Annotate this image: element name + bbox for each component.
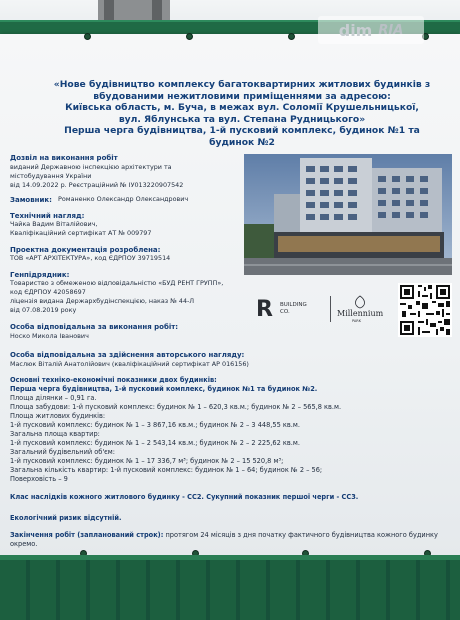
supervision-label: Технічний нагляд: [10, 212, 85, 220]
title-line: вбудованими нежитловими приміщеннями за адресою: [93, 90, 391, 102]
banner-grommet [186, 33, 193, 40]
indicator-line: Поверховість – 9 [10, 475, 68, 483]
completion-value: протягом 24 місяців з дня початку фактичного будівництва кожного будинку окремо. [10, 531, 438, 548]
works-responsible-label: Особа відповідальна за виконання робіт: [10, 323, 179, 331]
watermark-suffix: RIA [378, 22, 404, 38]
contractor-line: код ЄДРПОУ 42058697 [10, 288, 86, 296]
works-responsible-value: Носко Микола Іванович [10, 332, 89, 340]
logo-illustration [254, 292, 384, 324]
author-supervision-label: Особа відповідальна за здійснення авторського нагляду: [10, 351, 245, 359]
title-line: «Нове будівництво комплексу багатоквартирних житлових будинків з [53, 79, 431, 90]
permit-label: Дозвіл на виконання робіт [10, 154, 118, 162]
developer-logos [254, 292, 384, 324]
building-rendering-illustration [244, 154, 452, 275]
supervision-line: Чайка Вадим Віталійович, [10, 220, 98, 228]
completion-term [10, 531, 450, 549]
title-line: вул. Яблунська та вул. Степана Рудницького» [118, 113, 366, 125]
supervision-details [10, 220, 240, 238]
project-title [42, 79, 442, 149]
contractor-details [10, 279, 240, 315]
building-rendering-photo [244, 154, 452, 275]
indicator-line: 1-й пусковий комплекс: будинок № 1 – 2 543,14 кв.м.; будинок № 2 – 2 225,62 кв.м. [10, 439, 300, 447]
indicator-line: 1-й пусковий комплекс: будинок № 1 – 17 336,7 м³; будинок № 2 – 15 520,8 м³; [10, 457, 284, 465]
contractor-line: ліцензія видана Держархбудінспекцією, наказ № 44-Л [10, 297, 195, 305]
title-line: Перша черга будівництва, 1-й пусковий комплекс, будинок №1 та будинок №2 [64, 125, 420, 148]
indicator-line: Загальний будівельний об'єм: [10, 448, 115, 456]
design-value: ТОВ «АРТ АРХІТЕКТУРА», код ЄДРПОУ 39719514 [10, 254, 171, 262]
author-supervision-value: Маслюк Віталій Анатолійович (кваліфікаційний сертифікат АР 016156) [10, 360, 249, 368]
indicator-line: Площа забудови: 1-й пусковий комплекс: будинок № 1 – 620,3 кв.м.; будинок № 2 – 565,8 кв.м. [10, 403, 342, 411]
millennium-leaf-icon [356, 296, 365, 308]
building-co-mark: R [256, 297, 273, 322]
indicator-line: 1-й пусковий комплекс: будинок № 1 – 3 867,16 кв.м.; будинок № 2 – 3 448,55 кв.м. [10, 421, 300, 429]
millennium-sub-text: PARK [352, 319, 362, 323]
permit-line: містобудування України [10, 172, 92, 180]
millennium-logo-text: Millennium [337, 309, 384, 318]
green-fence-panels [0, 560, 460, 620]
consequence-class: Клас наслідків кожного житлового будинку - СС2. Сукупний показник першої черги - СС3. [10, 493, 359, 501]
building-co-text: CO. [280, 309, 290, 315]
customer-value: Романенко Олександр Олександрович [58, 195, 189, 203]
contractor-line: Товариство з обмеженою відповідальністю «БУД РЕНТ ГРУПП», [10, 279, 224, 287]
dimria-watermark [318, 16, 424, 44]
indicators-title: Основні техніко-економічні показники двох будинків: [10, 376, 217, 384]
permit-line: виданий Державною інспекцією архітектури та [10, 163, 172, 171]
qr-code-graphic [398, 283, 452, 337]
design-label: Проектна документація розроблена: [10, 246, 161, 254]
indicator-line: Загальна площа квартир: [10, 430, 100, 438]
banner-grommet [288, 33, 295, 40]
technical-indicators [10, 376, 450, 484]
eco-risk: Екологічний ризик відсутній. [10, 514, 122, 522]
building-co-text: BUILDING [280, 302, 307, 308]
contractor-label: Генпідрядник: [10, 271, 70, 279]
supervision-line: Кваліфікаційний сертифікат АТ № 009797 [10, 229, 152, 237]
completion-label: Закінчення робіт (запланований строк): [10, 531, 164, 539]
qr-code-icon[interactable] [398, 283, 452, 337]
contractor-line: від 07.08.2019 року [10, 306, 77, 314]
title-line: Київська область, м. Буча, в межах вул. Соломії Крушельницької, [65, 102, 419, 114]
customer-label: Замовник: [10, 196, 52, 204]
permit-line: від 14.09.2022 р. Реєстраційний № IУ013220907542 [10, 181, 184, 189]
indicators-subtitle: Перша черга будівництва, 1-й пусковий комплекс, будинок №1 та будинок №2. [10, 385, 318, 393]
watermark-brand: dim [338, 20, 373, 40]
banner-grommet [84, 33, 91, 40]
permit-details [10, 163, 240, 190]
indicator-line: Площа житлових будинків: [10, 412, 106, 420]
indicator-line: Загальна кількість квартир: 1-й пусковий комплекс: будинок № 1 – 64; будинок № 2 – 56; [10, 466, 323, 474]
indicator-line: Площа ділянки – 0,91 га. [10, 394, 97, 402]
